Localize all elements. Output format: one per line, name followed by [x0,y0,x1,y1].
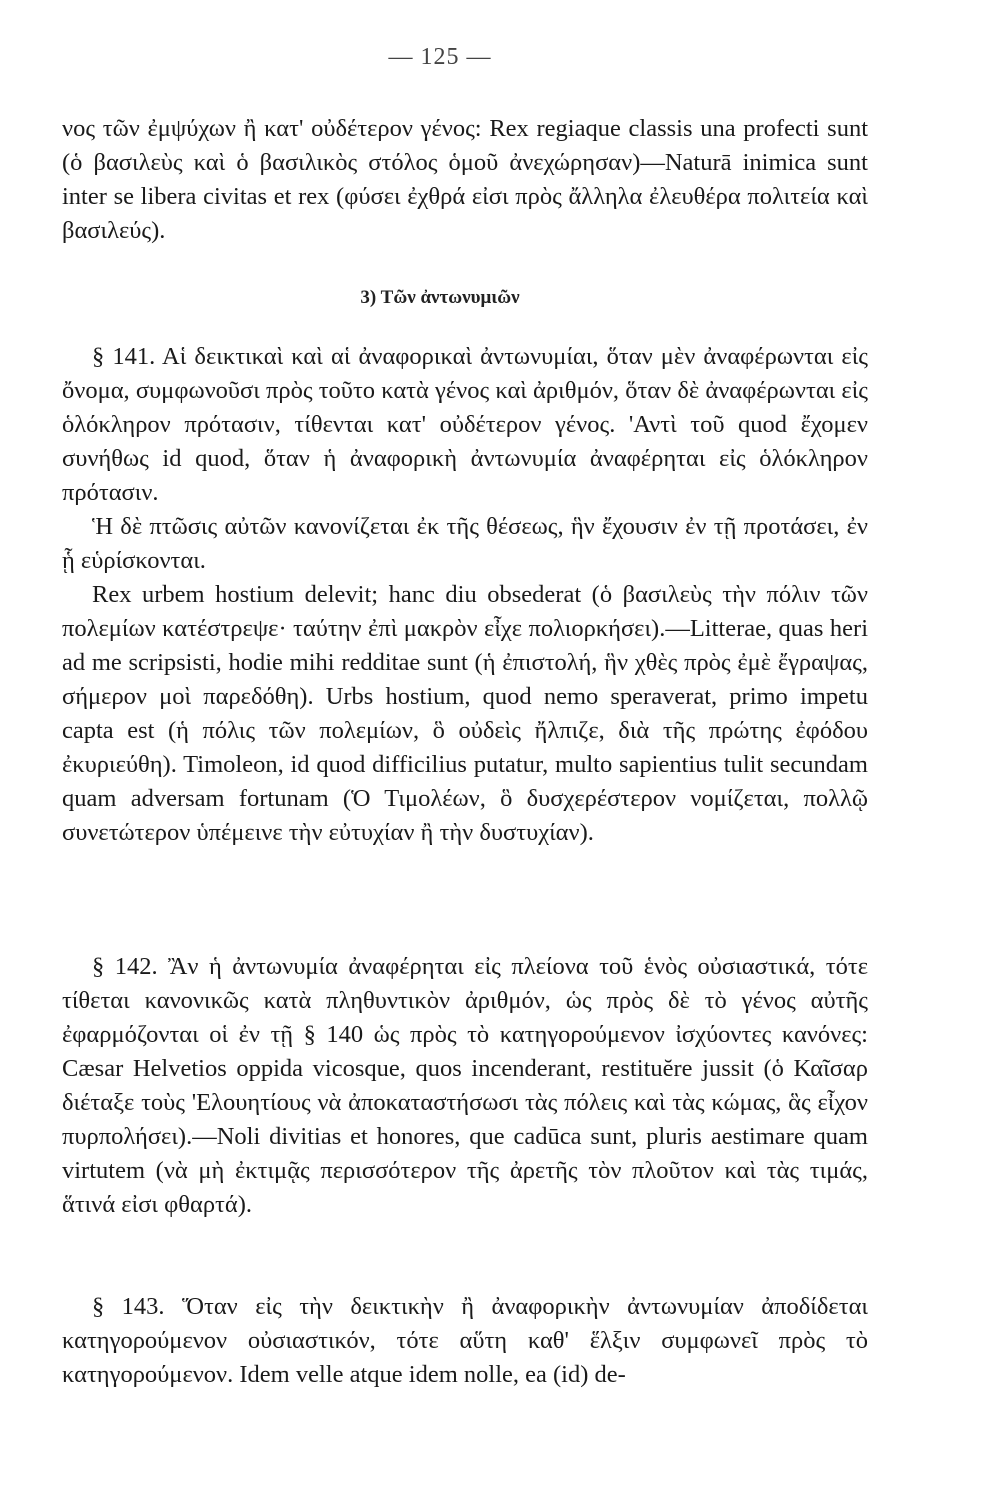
section-142 [62,950,868,1222]
section-143 [62,1290,868,1392]
paragraph-examples-141: Rex urbem hostium delevit; hanc diu obsederat (ὁ βασιλεὺς τὴν πόλιν τῶν πολεμίων κατέστρεψε· ταύτην ἐπὶ μακρὸν εἶχε πολιορκήσει).—Litterae, quas heri ad me scripsisti, hodie mihi redditae sunt (ἡ ἐπιστολή, ἣν χθὲς πρὸς ἐμὲ ἔγραψας, σήμερον μοὶ παρεδόθη). Urbs hostium, quod nemo speraverat, primo impetu capta est (ἡ πόλις τῶν πολεμίων, ὃ οὐδεὶς ἤλπιζε, διὰ τῆς πρώτης ἐφόδου ἐκυριεύθη). Timoleon, id quod difficilius putatur, multo sapientius tulit secundam quam adversam fortunam (Ὁ Τιμολέων, ὃ δυσχερέστερον νομίζεται, πολλῷ συνετώτερον ὑπέμεινε τὴν εὐτυχίαν ἢ τὴν δυστυχίαν). [62,581,868,846]
section-141 [62,340,868,850]
section-heading: 3) Τῶν ἀντωνυμιῶν [360,287,520,308]
page-number: — 125 — [388,44,492,70]
paragraph-text-1: νος τῶν ἐμψύχων ἢ κατ' οὐδέτερον γένος: Rex regiaque classis una profecti sunt (ὁ βασιλεὺς καὶ ὁ βασιλικὸς στόλος ὁμοῦ ἀνεχώρησαν)—Naturā inimica sunt inter se libera civitas et rex (φύσει ἐχθρά εἰσι πρὸς ἄλληλα ἐλευθέρα πολιτεία καὶ βασιλεύς). [62,115,868,244]
paragraph-141: § 141. Αἱ δεικτικαὶ καὶ αἱ ἀναφορικαὶ ἀντωνυμίαι, ὅταν μὲν ἀναφέρωνται εἰς ὄνομα, συμφωνοῦσι πρὸς τοῦτο κατὰ γένος καὶ ἀριθμόν, ὅταν δὲ ἀναφέρωνται εἰς ὁλόκληρον πρότασιν, τίθενται κατ' οὐδέτερον γένος. 'Αντὶ τοῦ quod ἔχομεν συνήθως id quod, ὅταν ἡ ἀναφορικὴ ἀντωνυμία ἀναφέρηται εἰς ὁλόκληρον πρότασιν. [62,343,868,506]
paragraph-case-rule: Ἡ δὲ πτῶσις αὐτῶν κανονίζεται ἐκ τῆς θέσεως, ἣν ἔχουσιν ἐν τῇ προτάσει, ἐν ᾗ εὑρίσκονται. [62,513,868,574]
paragraph-143: § 143. Ὅταν εἰς τὴν δεικτικὴν ἢ ἀναφορικὴν ἀντωνυμίαν ἀποδίδεται κατηγορούμενον οὐσιαστικόν, τότε αὕτη καθ' ἕλξιν συμφωνεῖ πρὸς τὸ κατηγορούμενον. Idem velle atque idem nolle, ea (id) de- [62,1293,868,1388]
paragraph-continuation [62,112,868,248]
paragraph-142: § 142. Ἂν ἡ ἀντωνυμία ἀναφέρηται εἰς πλείονα τοῦ ἑνὸς οὐσιαστικά, τότε τίθεται κανονικῶς κατὰ πληθυντικὸν ἀριθμόν, ὡς πρὸς δὲ τὸ γένος αὐτῆς ἐφαρμόζονται οἱ ἐν τῇ § 140 ὡς πρὸς τὸ κατηγορούμενον ἰσχύοντες κανόνες: Cæsar Helvetios oppida vicosque, quos incenderant, restituĕre jussit (ὁ Καῖσαρ διέταξε τοὺς 'Ελουητίους νὰ ἀποκαταστήσωσι τὰς πόλεις καὶ τὰς κώμας, ἃς εἶχον πυρπολήσει).—Noli divitias et honores, que cadūca sunt, pluris aestimare quam virtutem (νὰ μὴ ἐκτιμᾷς περισσότερον τῆς ἀρετῆς τὸν πλοῦτον καὶ τὰς τιμάς, ἅτινά εἰσι φθαρτά). [62,953,868,1218]
